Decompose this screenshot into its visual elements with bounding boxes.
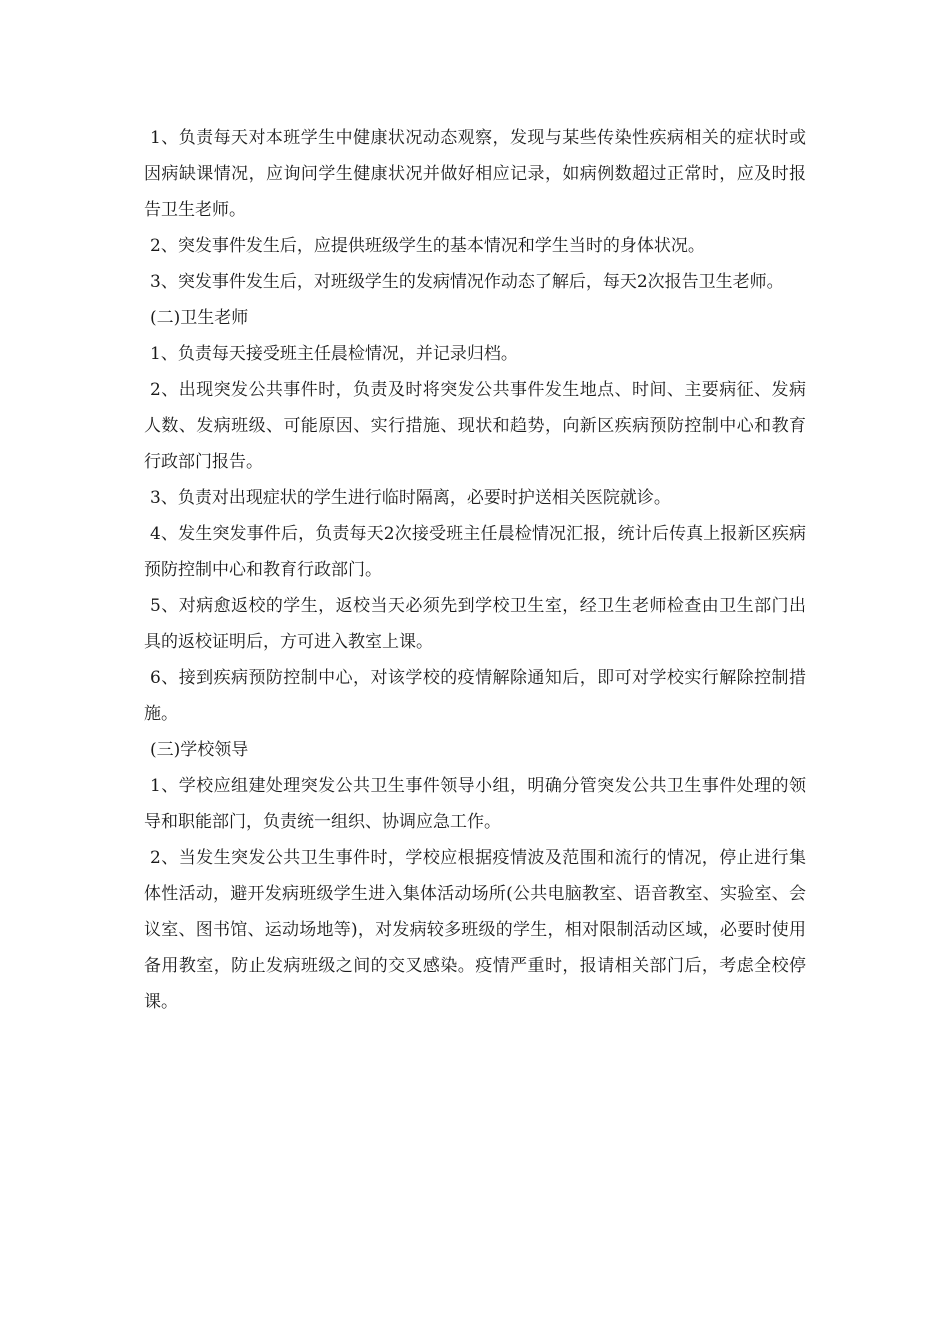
- paragraph-class-teacher-3: 3、突发事件发生后，对班级学生的发病情况作动态了解后，每天2次报告卫生老师。: [150, 272, 784, 292]
- paragraph-health-teacher-1: 1、负责每天接受班主任晨检情况，并记录归档。: [150, 344, 518, 364]
- section-heading-health-teacher: (二)卫生老师: [150, 308, 249, 328]
- document-page: [144, 120, 806, 1020]
- paragraph-class-teacher-1: 1、负责每天对本班学生中健康状况动态观察，发现与某些传染性疾病相关的症状时或因病缺课情况，应询问学生健康状况并做好相应记录，如病例数超过正常时，应及时报告卫生老师。: [144, 128, 806, 220]
- paragraph-health-teacher-4: 4、发生突发事件后，负责每天2次接受班主任晨检情况汇报，统计后传真上报新区疾病预防控制中心和教育行政部门。: [144, 524, 806, 580]
- paragraph-health-teacher-5: 5、对病愈返校的学生，返校当天必须先到学校卫生室，经卫生老师检查由卫生部门出具的返校证明后，方可进入教室上课。: [144, 596, 806, 652]
- paragraph-class-teacher-2: 2、突发事件发生后，应提供班级学生的基本情况和学生当时的身体状况。: [150, 236, 705, 256]
- paragraph-health-teacher-2: 2、出现突发公共事件时，负责及时将突发公共事件发生地点、时间、主要病征、发病人数、发病班级、可能原因、实行措施、现状和趋势，向新区疾病预防控制中心和教育行政部门报告。: [144, 380, 806, 472]
- section-heading-school-leaders: (三)学校领导: [150, 740, 249, 760]
- paragraph-school-leaders-2: 2、当发生突发公共卫生事件时，学校应根据疫情波及范围和流行的情况，停止进行集体性活动，避开发病班级学生进入集体活动场所(公共电脑教室、语音教室、实验室、会议室、图书馆、运动场地等)，对发病较多班级的学生，相对限制活动区域，必要时使用备用教室，防止发病班级之间的交叉感染。疫情严重时，报请相关部门后，考虑全校停课。: [144, 848, 806, 1012]
- paragraph-health-teacher-6: 6、接到疾病预防控制中心，对该学校的疫情解除通知后，即可对学校实行解除控制措施。: [144, 668, 806, 724]
- paragraph-health-teacher-3: 3、负责对出现症状的学生进行临时隔离，必要时护送相关医院就诊。: [150, 488, 671, 508]
- paragraph-school-leaders-1: 1、学校应组建处理突发公共卫生事件领导小组，明确分管突发公共卫生事件处理的领导和职能部门，负责统一组织、协调应急工作。: [144, 776, 806, 832]
